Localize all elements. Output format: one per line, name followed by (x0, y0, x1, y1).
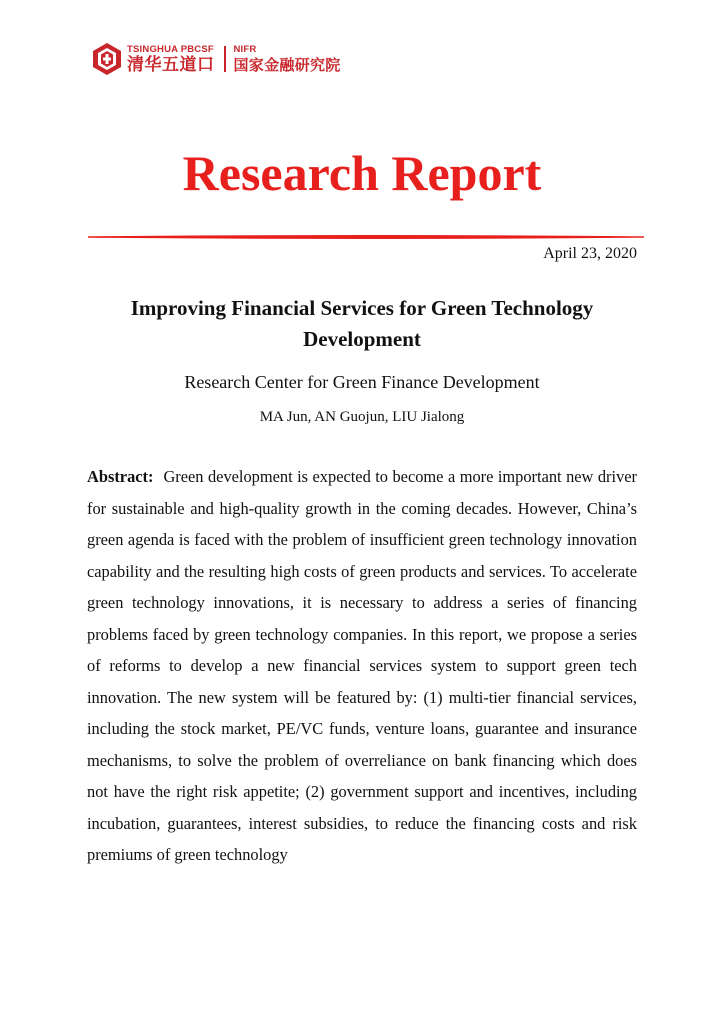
abstract (87, 461, 637, 871)
report-date: April 23, 2020 (543, 245, 637, 262)
pbcsf-emblem-icon (92, 42, 122, 76)
logo-right-chinese-name: 国家金融研究院 (233, 55, 341, 74)
abstract-label: Abstract: (87, 467, 154, 486)
institution-logo (92, 42, 341, 76)
report-title: Research Report (182, 145, 542, 201)
research-center: Research Center for Green Finance Development (184, 372, 540, 392)
logo-chinese-name: 清华五道口 (127, 54, 215, 75)
logo-right-english-name: NIFR (233, 43, 257, 55)
abstract-text: Green development is expected to become a more important new driver for sustainable and high-quality growth in the coming decades. However, China’s green agenda is faced with the problem of insufficient green technology innovation capability and the resulting high costs of green products and services. To accelerate green technology innovations, it is necessary to address a series of financing problems faced by green technology companies. In this report, we propose a series of reforms to develop a new financial services system to support green tech innovation. The new system will be featured by: (1) multi-tier financial services, including the stock market, PE/VC funds, venture loans, guarantee and insurance mechanisms, to solve the problem of overreliance on bank financing which does not have the right risk appetite; (2) government support and incentives, including incubation, guarantees, interest subsidies, to reduce the financing costs and risk premiums of green technology (87, 467, 637, 864)
title-divider (88, 233, 644, 241)
paper-title: Improving Financial Services for Green Technology Development (130, 296, 594, 351)
authors: MA Jun, AN Guojun, LIU Jialong (259, 409, 465, 425)
logo-english-name: TSINGHUA PBCSF (127, 43, 214, 55)
logo-divider (224, 46, 226, 72)
